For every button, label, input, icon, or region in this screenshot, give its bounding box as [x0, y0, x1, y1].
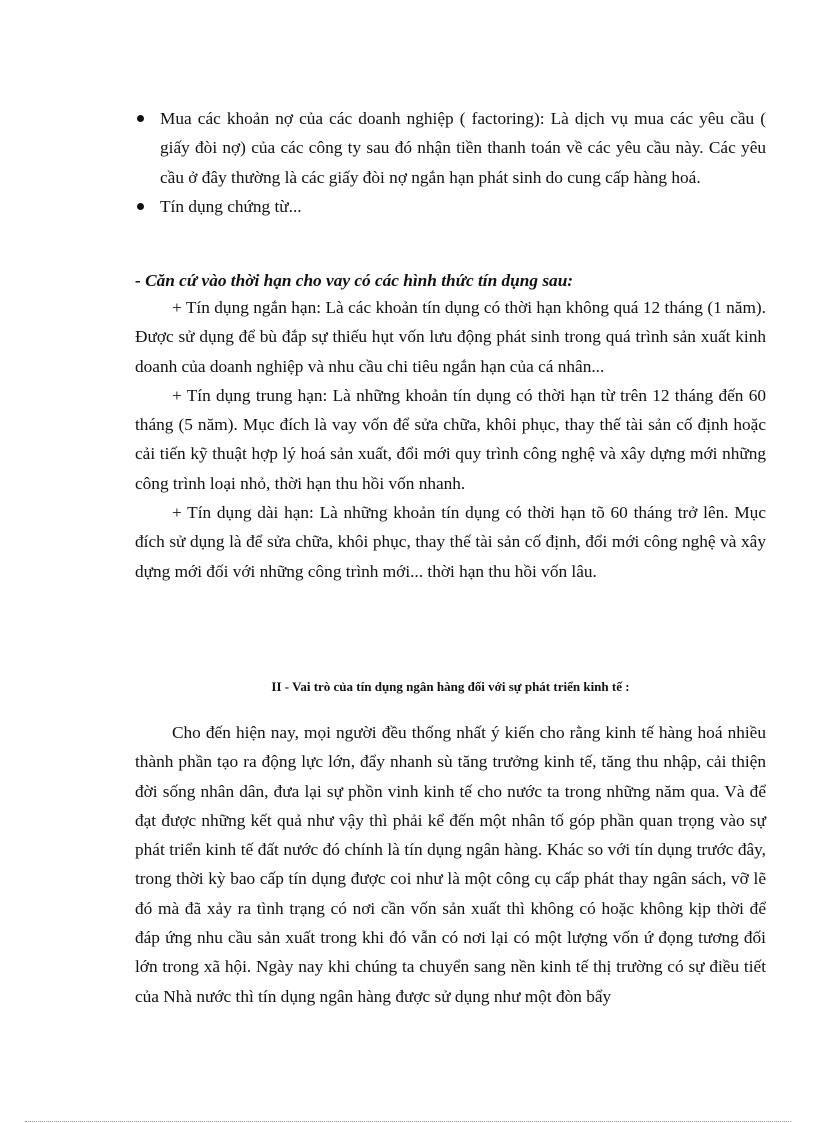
bullet-text: Tín dụng chứng từ... — [160, 196, 302, 216]
section-heading-role-of-credit: II - Vai trò của tín dụng ngân hàng đối với sự phát triển kinh tế : — [271, 679, 630, 694]
paragraph-short-term: + Tín dụng ngắn hạn: Là các khoản tín dụng có thời hạn không quá 12 tháng (1 năm). Được sử dụng để bù đắp sự thiếu hụt vốn lưu động phát sinh trong quá trình sản xuất kinh doanh của doanh nghiệp và nhu cầu chi tiêu ngắn hạn của cá nhân... — [135, 298, 766, 376]
paragraph-role: Cho đến hiện nay, mọi người đều thống nhất ý kiến cho rằng kinh tế hàng hoá nhiều thành phần tạo ra động lực lớn, đẩy nhanh sù tăng trưởng kinh tế, tăng thu nhập, cải thiện đời sống nhân dân, đưa lại sự phồn vinh kinh tế cho nước ta trong những năm qua. Và để đạt được những kết quả như vậy thì phải kể đến một nhân tố góp phần quan trọng vào sự phát triển kinh tế đất nước đó chính là tín dụng ngân hàng. Khác so với tín dụng trước đây, trong thời kỳ bao cấp tín dụng được coi như là một công cụ cấp phát thay ngân sách, vỡ lẽ đó mà đã xảy ra tình trạng có nơi cần vốn sản xuất thì không có hoặc không kịp thời để đáp ứng nhu cầu sản xuất trong khi đó vẫn có nơi lại có một lượng vốn ứ đọng tương đối lớn trong xã hội. Ngày nay khi chúng ta chuyển sang nền kinh tế thị trường có sự điều tiết của Nhà nước thì tín dụng ngân hàng được sử dụng như một đòn bẩy — [135, 723, 766, 1006]
bullet-dot-icon — [137, 203, 144, 210]
section-role-body — [135, 718, 766, 1011]
section-loan-term-body — [135, 293, 766, 586]
section-heading-loan-term: - Căn cứ vào thời hạn cho vay có các hình thức tín dụng sau: — [135, 271, 574, 290]
paragraph-long-term: + Tín dụng dài hạn: Là những khoản tín dụng có thời hạn tõ 60 tháng trở lên. Mục đích sử dụng là để sửa chữa, khôi phục, thay thế tài sản cố định, đổi mới công nghệ và xây dựng mới đối với những công trình mới... thời hạn thu hồi vốn lâu. — [135, 503, 766, 581]
bullet-item — [135, 192, 766, 221]
bullet-item — [135, 104, 766, 192]
bullet-list — [135, 104, 766, 221]
bullet-dot-icon — [137, 115, 144, 122]
page-break-divider — [25, 1121, 791, 1122]
paragraph-medium-term: + Tín dụng trung hạn: Là những khoản tín dụng có thời hạn từ trên 12 tháng đến 60 tháng (5 năm). Mục đích là vay vốn để sửa chữa, khôi phục, thay thế tài sản cố định hoặc cải tiến kỹ thuật hợp lý hoá sản xuất, đổi mới quy trình công nghệ và xây dựng mới những công trình loại nhỏ, thời hạn thu hồi vốn nhanh. — [135, 385, 766, 493]
bullet-text: Mua các khoản nợ của các doanh nghiệp ( factoring): Là dịch vụ mua các yêu cầu ( giấy đòi nợ) của các công ty sau đó nhận tiền thanh toán về các yêu cầu này. Các yêu cầu ở đây thường là các giấy đòi nợ ngắn hạn phát sinh do cung cấp hàng hoá. — [160, 109, 766, 187]
